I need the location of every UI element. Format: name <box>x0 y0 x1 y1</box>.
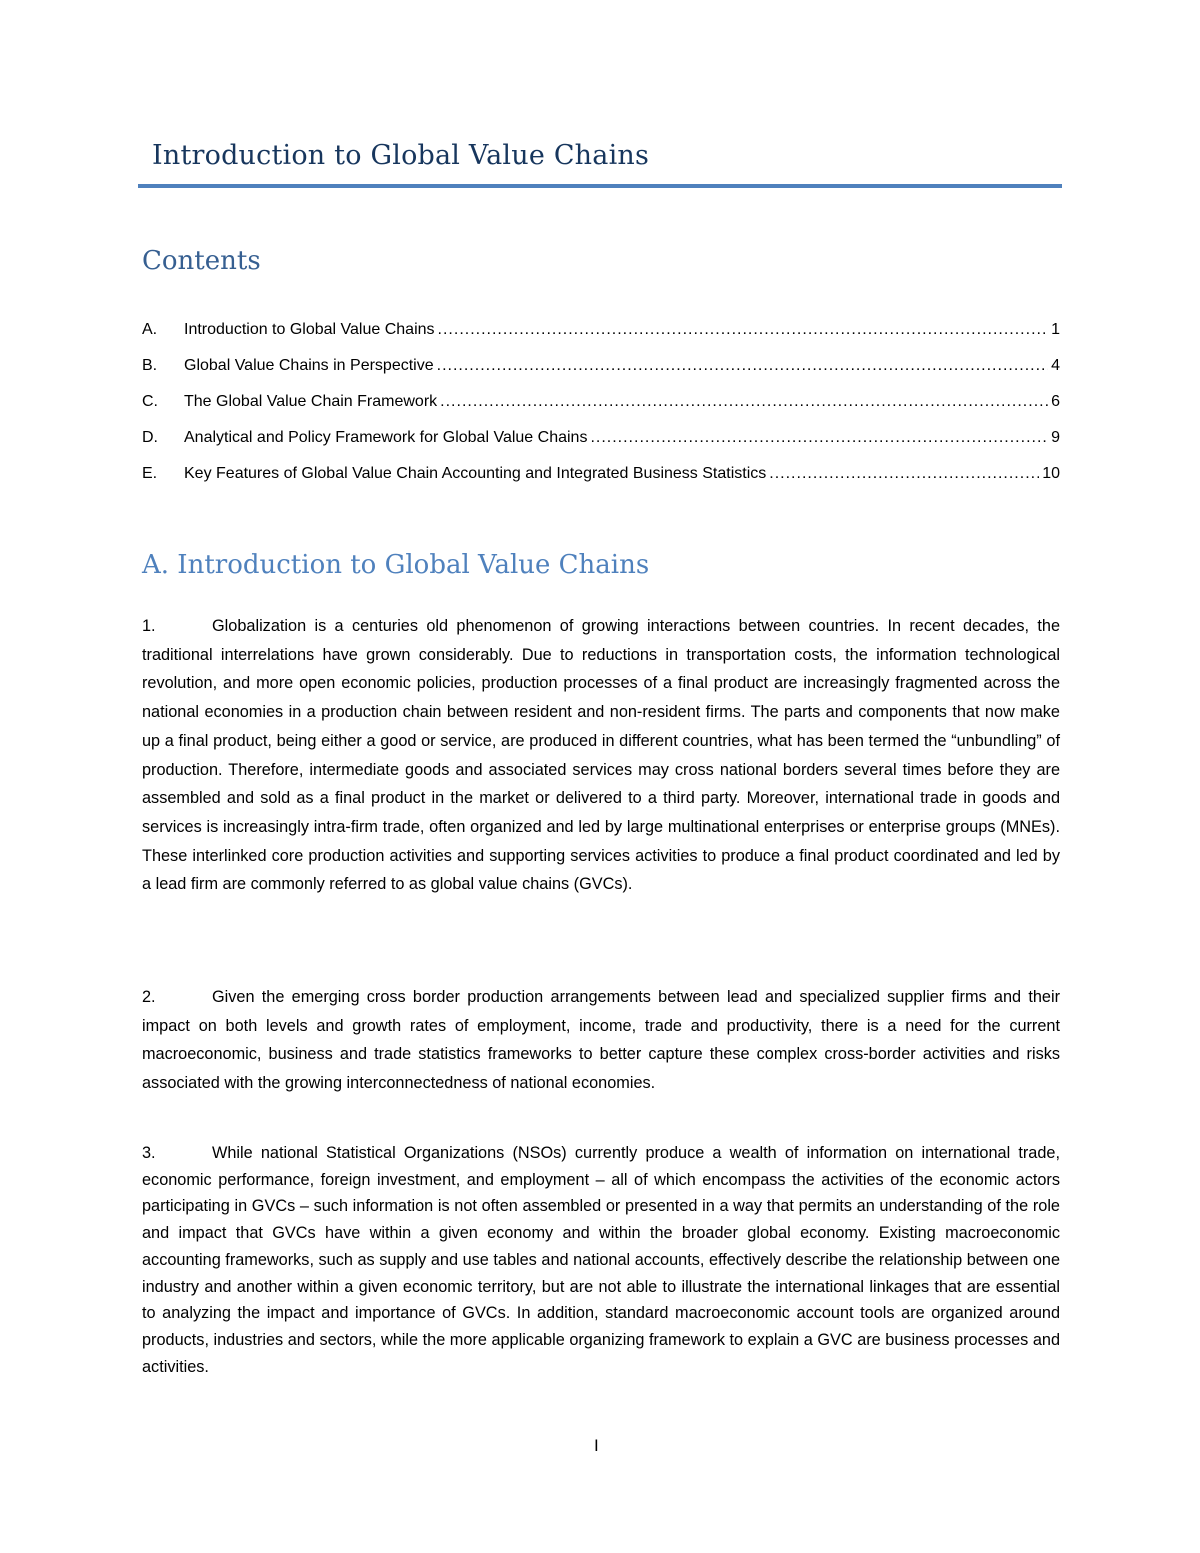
toc-entry-page: 10 <box>1042 465 1060 482</box>
toc-entry-page: 4 <box>1051 357 1060 374</box>
toc-entry-page: 1 <box>1051 321 1060 338</box>
toc-dot-leader <box>438 318 1049 342</box>
toc-dot-leader <box>437 354 1048 378</box>
toc-entry-letter: C. <box>142 393 158 410</box>
toc-entry-letter: E. <box>142 465 158 482</box>
contents-heading: Contents <box>142 246 261 276</box>
paragraph-1 <box>142 612 1060 899</box>
toc-entry-page: 6 <box>1051 393 1060 410</box>
toc-dot-leader <box>769 462 1039 486</box>
section-heading-a: A. Introduction to Global Value Chains <box>142 550 650 580</box>
document-title: Introduction to Global Value Chains <box>152 140 650 171</box>
toc-entry-letter: D. <box>142 429 158 446</box>
paragraph-number: 2. <box>142 988 156 1006</box>
toc-entry-title: Global Value Chains in Perspective <box>184 357 434 374</box>
toc-entry-title: Analytical and Policy Framework for Global Value Chains <box>184 429 588 446</box>
paragraph-2 <box>142 983 1060 1098</box>
page-number: I <box>594 1436 599 1455</box>
toc-dot-leader <box>440 390 1048 414</box>
toc-entry-page: 9 <box>1051 429 1060 446</box>
paragraph-3 <box>142 1140 1060 1380</box>
toc-dot-leader <box>590 426 1048 450</box>
paragraph-text: Given the emerging cross border production arrangements between lead and specialized supplier firms and their impact on both levels and growth rates of employment, income, trade and productivity, there is a need for the current macroeconomic, business and trade statistics frameworks to better capture these complex cross-border activities and risks associated with the growing interconnectedness of national economies. <box>142 988 1060 1093</box>
toc-entry-c[interactable] <box>142 390 1060 426</box>
paragraph-text: While national Statistical Organizations (NSOs) currently produce a wealth of information on international trade, economic performance, foreign investment, and employment – all of which encompass the activities of the economic actors participating in GVCs – such information is not often assembled or presented in a way that permits an understanding of the role and impact that GVCs have within a given economy and within the broader global economy. Existing macroeconomic accounting frameworks, such as supply and use tables and national accounts, effectively describe the relationship between one industry and another within a given economic territory, but are not able to illustrate the international linkages that are essential to analyzing the impact and importance of GVCs. In addition, standard macroeconomic account tools are organized around products, industries and sectors, while the more applicable organizing framework to explain a GVC are business processes and activities. <box>142 1144 1060 1376</box>
paragraph-number: 3. <box>142 1144 156 1162</box>
title-underline-rule <box>138 184 1062 188</box>
toc-entry-title: Key Features of Global Value Chain Accounting and Integrated Business Statistics <box>184 465 767 482</box>
toc-entry-title: Introduction to Global Value Chains <box>184 321 435 338</box>
toc-entry-d[interactable] <box>142 426 1060 462</box>
toc-entry-e[interactable] <box>142 462 1060 498</box>
paragraph-number: 1. <box>142 617 156 635</box>
table-of-contents <box>142 318 1060 498</box>
toc-entry-b[interactable] <box>142 354 1060 390</box>
paragraph-text: Globalization is a centuries old phenomenon of growing interactions between countries. In recent decades, the traditional interrelations have grown considerably. Due to reductions in transportation costs, the information technological revolution, and more open economic policies, production processes of a final product are increasingly fragmented across the national economies in a production chain between resident and non-resident firms. The parts and components that now make up a final product, being either a good or service, are produced in different countries, what has been termed the “unbundling” of production. Therefore, intermediate goods and associated services may cross national borders several times before they are assembled and sold as a final product in the market or delivered to a third party. Moreover, international trade in goods and services is increasingly intra-firm trade, often organized and led by large multinational enterprises or enterprise groups (MNEs). These interlinked core production activities and supporting services activities to produce a final product coordinated and led by a lead firm are commonly referred to as global value chains (GVCs). <box>142 617 1060 894</box>
toc-entry-title: The Global Value Chain Framework <box>184 393 438 410</box>
toc-entry-letter: B. <box>142 357 158 374</box>
toc-entry-letter: A. <box>142 321 158 338</box>
toc-entry-a[interactable] <box>142 318 1060 354</box>
